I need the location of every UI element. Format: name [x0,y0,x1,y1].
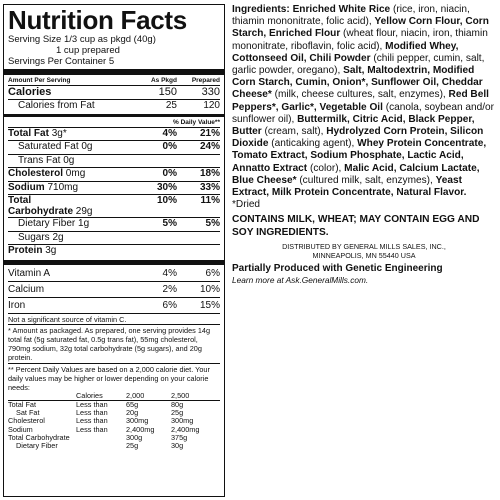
dv-table-cell: 30g [171,441,184,451]
prepared-header: Prepared [191,77,220,84]
sugars-amount: 2g [52,231,64,243]
nutrient-row [8,155,220,168]
nutrient-as-pkgd: 30% [156,181,177,193]
nutrient-row [8,168,220,181]
nutrient-amount: 0mg [65,168,86,179]
dv-table-cell: Dietary Fiber [16,441,58,451]
dv-table-cell: 2,400mg [126,424,155,434]
vitamin-row [8,298,220,313]
nutrient-as-pkgd: 0% [162,168,177,179]
vitamin-label: Iron [8,299,26,311]
nutrition-facts-title: Nutrition Facts [8,5,187,35]
nutrient-label: Cholesterol [8,168,64,179]
dv-table-cell: 300mg [126,416,149,426]
dv-table-cell: Total Fat [8,399,36,409]
ingredient-segment: (color), [307,162,345,174]
as-pkgd-header: As Pkgd [150,77,177,84]
nutrient-prepared: 18% [199,168,220,179]
carb-label-1: Total [8,195,32,206]
dv-table-cell: Cholesterol [8,416,45,426]
servings-per-container: Servings Per Container 5 [8,56,115,67]
nutrient-amount: 3g* [51,127,67,139]
distributor-line-1: DISTRIBUTED BY GENERAL MILLS SALES, INC., [282,242,446,252]
dv-table-cell [8,392,76,401]
not-significant-note: Not a significant source of vitamin C. [8,314,127,324]
ingredient-segment: (rice, iron, niacin, thiamin mononitrate, folic acid), [232,4,473,28]
vitamin-as-pkgd: 2% [162,283,177,295]
dv-table-cell: Calories [76,390,103,400]
sugars-label: Sugars [18,231,50,243]
ingredient-segment: (anticaking agent), [268,138,358,150]
vitamin-prepared: 10% [199,283,220,295]
calories-from-fat-prepared: 120 [203,100,220,111]
nutrient-amount: 710mg [47,181,79,193]
dv-table-cell: 25g [171,408,184,418]
nutrient-amount: 0g [81,141,93,152]
calories-from-fat-label: Calories from Fat [18,100,95,111]
vitamin-rows [8,266,220,313]
protein-label: Protein [8,245,43,256]
dv-table-row [8,392,220,401]
ingredients-text [232,4,496,211]
amount-per-serving-label: Amount Per Serving [8,77,71,84]
genetic-engineering-statement: Partially Produced with Genetic Engineering [232,263,443,275]
dv-table-cell: 80g [171,399,184,409]
ingredient-segment: Whey Protein Concentrate, Tomato Extract, Sodium Phosphate, Lactic Acid, Annatto Extract [232,138,489,174]
dv-table-cell: 25g [126,441,139,451]
dv-table-row [8,442,220,450]
dv-table-cell [76,434,126,442]
serving-size: Serving Size 1/3 cup as pkgd (40g) [8,34,156,45]
column-header-row [8,76,220,85]
allergen-statement: CONTAINS MILK, WHEAT; MAY CONTAIN EGG AND SOY INGREDIENTS. [232,214,480,238]
vitamin-row [8,282,220,297]
dv-table-cell: Total Carbohydrate [8,432,70,442]
ingredient-segment: *Dried [232,187,495,211]
calories-label: Calories [8,86,52,98]
ingredient-segment: Red Bell Peppers*, Garlic*, Vegetable Oil [232,89,492,113]
nutrient-as-pkgd: 0% [162,141,177,152]
nutrient-prepared: 21% [199,127,220,139]
vitamin-label: Vitamin A [8,267,51,279]
nutrient-row [8,141,220,154]
vitamin-as-pkgd: 4% [162,267,177,279]
protein-row [8,245,220,258]
calories-from-fat-as-pkgd: 25 [165,100,177,111]
footnote-daily-values: ** Percent Daily Values are based on a 2,000 calorie diet. Your daily values may be higher or lower depending on your calorie needs: [8,364,210,392]
dv-table-cell: 2,000 [126,390,145,400]
dv-table-cell: 2,500 [171,390,190,400]
calories-row [8,86,220,99]
ingredient-segment: Yeast Extract, Milk Protein Concentrate, Natural Flavor. [232,174,467,199]
nutrient-prepared: 24% [199,141,220,152]
carb-label-2: Carbohydrate [8,206,74,217]
dv-table-cell: Less than [76,424,108,434]
fiber-label: Dietary Fiber [18,218,76,229]
carbohydrate-row [8,195,220,217]
nutrient-label: Sodium [8,181,45,193]
nutrition-facts-panel [3,4,225,497]
nutrient-rows [8,127,220,195]
dv-table-cell: 20g [126,408,139,418]
nutrient-label: Total Fat [8,127,49,139]
dv-table-cell: Less than [76,408,108,418]
daily-value-header: % Daily Value** [173,118,220,126]
nutrient-as-pkgd: 4% [162,127,177,139]
dv-table-cell: 65g [126,399,139,409]
vitamin-label: Calcium [8,283,45,295]
ingredient-segment: (cream, salt), [261,126,327,138]
serving-size-prepared: 1 cup prepared [56,45,120,56]
learn-more-text: Learn more at Ask.GeneralMills.com. [232,275,369,286]
calories-from-fat-row [8,100,220,113]
nutrient-prepared: 33% [199,181,220,193]
dv-table-cell: Sodium [8,424,33,434]
carb-prepared: 11% [200,195,220,206]
sugars-row [8,232,220,245]
nutrient-row [8,182,220,195]
ingredient-segment: Enriched White Rice [292,4,391,15]
ingredient-segment: Salt, Maltodextrin, Modified Corn Starch, Cumin, Onion*, Sunflower Oil, Cheddar Cheese* [232,65,486,101]
calories-as-pkgd: 150 [158,86,177,98]
vitamin-prepared: 6% [205,267,220,279]
fiber-prepared: 5% [205,218,220,229]
ingredient-segment: (wheat flour, niacin, iron, thiamin mononitrate, riboflavin, folic acid), [232,28,491,52]
dv-table-cell [76,442,126,450]
carb-amount: 29g [75,206,93,217]
nutrient-label: Saturated Fat [18,141,79,152]
ingredient-segment: Yellow Corn Flour, Corn Starch, Enriched Flour [232,16,492,40]
nutrient-row [8,128,220,141]
ingredient-segment: (canola, soybean and/or sunflower oil), [232,101,497,125]
dv-table-cell: 300mg [171,416,194,426]
protein-amount: 3g [45,245,57,256]
carb-as-pkgd: 10% [156,195,177,206]
vitamin-as-pkgd: 6% [162,299,177,311]
dv-table-row [8,400,220,409]
dv-table-cell: 300g [126,432,143,442]
nutrient-label: Trans Fat [18,154,61,166]
ingredient-segment: (cultured milk, salt, enzymes), [296,174,436,186]
dv-table-cell: Less than [76,399,108,409]
ingredient-segment: Malic Acid, Calcium Lactate, Blue Cheese* [232,162,483,186]
ingredient-segment: (milk, cheese cultures, salt, enzymes), [271,89,449,101]
ingredient-segment: Hydrolyzed Corn Protein, Silicon Dioxide [232,126,487,150]
nutrient-amount: 0g [63,154,75,166]
fiber-row [8,218,220,231]
dv-table-cell: Sat Fat [16,408,40,418]
calories-prepared: 330 [201,86,220,98]
vitamin-prepared: 15% [199,299,220,311]
ingredient-segment: (chili pepper, cumin, salt, garlic powder, oregano), [232,52,488,77]
ingredients-panel [232,4,496,285]
vitamin-row [8,266,220,281]
ingredients-label: Ingredients: [232,4,290,15]
dv-table-cell: Less than [76,416,108,426]
dv-table-cell: 375g [171,432,188,442]
dv-table-cell: 2,400mg [171,424,200,434]
distributor-line-2: MINNEAPOLIS, MN 55440 USA [312,251,416,261]
footnote-amount: * Amount as packaged. As prepared, one serving provides 14g total fat (5g saturated fat, 0.5g trans fat), 55mg cholesterol, 790mg sodium, 32g total carbohydrate (5g sugars), and 20g protein. [8,325,211,362]
fiber-amount: 1g [78,218,90,229]
ingredient-segment: Buttermilk, Citric Acid, Black Pepper, Butter [232,113,478,138]
daily-value-table [8,392,220,451]
fiber-as-pkgd: 5% [162,218,177,229]
ingredient-segment: Modified Whey, Cottonseed Oil, Chili Powder [232,40,462,64]
divider-thick [4,69,224,75]
